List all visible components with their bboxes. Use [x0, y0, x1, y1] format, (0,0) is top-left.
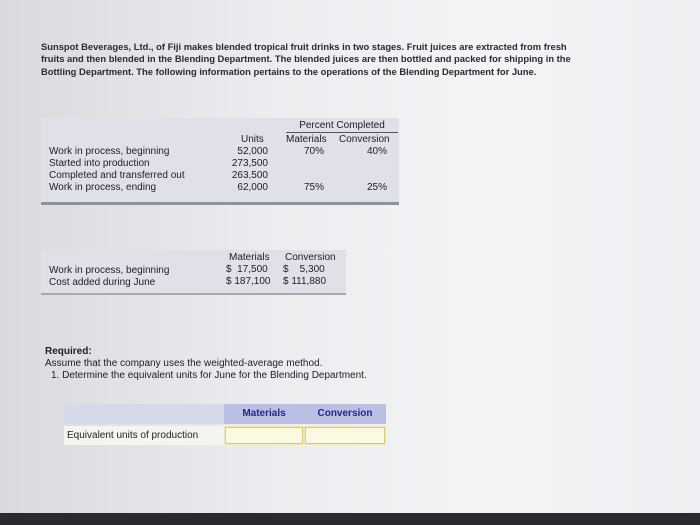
materials-percent: 75% [304, 182, 325, 193]
cost-materials-value: $ 187,100 [226, 276, 271, 287]
required-title: Required: [45, 346, 92, 357]
answer-conversion-header: Conversion [317, 408, 373, 419]
units-table-rule [41, 202, 399, 205]
units-value: 62,000 [237, 182, 268, 193]
cost-row-label: Work in process, beginning [49, 265, 170, 276]
cost-materials-header: Materials [229, 252, 270, 263]
cost-conversion-header: Conversion [285, 252, 336, 263]
materials-percent: 70% [304, 146, 325, 157]
equivalent-units-label: Equivalent units of production [64, 426, 224, 445]
answer-table [64, 404, 386, 445]
units-value: 273,500 [231, 158, 268, 169]
cost-materials-value: $ 17,500 [226, 264, 268, 275]
answer-materials-header: Materials [242, 408, 286, 419]
units-value: 52,000 [237, 146, 268, 157]
units-row-label: Started into production [49, 158, 150, 169]
units-row-label: Work in process, beginning [49, 146, 170, 157]
conversion-column-header: Conversion [339, 134, 390, 145]
conversion-equivalent-units-input[interactable] [305, 427, 385, 444]
cost-conversion-value: $ 111,880 [283, 276, 327, 287]
materials-column-header: Materials [286, 134, 327, 145]
required-question: 1. Determine the equivalent units for June for the Blending Department. [51, 370, 367, 381]
percent-completed-header: Percent Completed [286, 120, 398, 133]
cost-table [41, 250, 346, 294]
units-column-header: Units [241, 134, 264, 145]
units-value: 263,500 [231, 170, 268, 181]
conversion-percent: 40% [367, 146, 388, 157]
units-row-label: Work in process, ending [49, 182, 157, 193]
units-table [41, 118, 399, 204]
required-method: Assume that the company uses the weighted-average method. [45, 358, 323, 369]
problem-intro: Sunspot Beverages, Ltd., of Fiji makes blended tropical fruit drinks in two stages. Fruit juices are extracted from fresh fruits and then blended in the Blending Department. The blended juices are then bottled and packed for shipping in the Bottling Department. The following information pertains to the operations of the Blending Department for June. [41, 41, 571, 77]
screen-bottom-edge [0, 513, 700, 525]
units-row-label: Completed and transferred out [49, 170, 185, 181]
answer-header-blank [64, 404, 224, 424]
cost-row-label: Cost added during June [49, 277, 156, 288]
conversion-percent: 25% [367, 182, 388, 193]
materials-equivalent-units-input[interactable] [225, 427, 303, 444]
cost-table-rule [41, 293, 346, 295]
cost-conversion-value: $ 5,300 [283, 264, 325, 275]
